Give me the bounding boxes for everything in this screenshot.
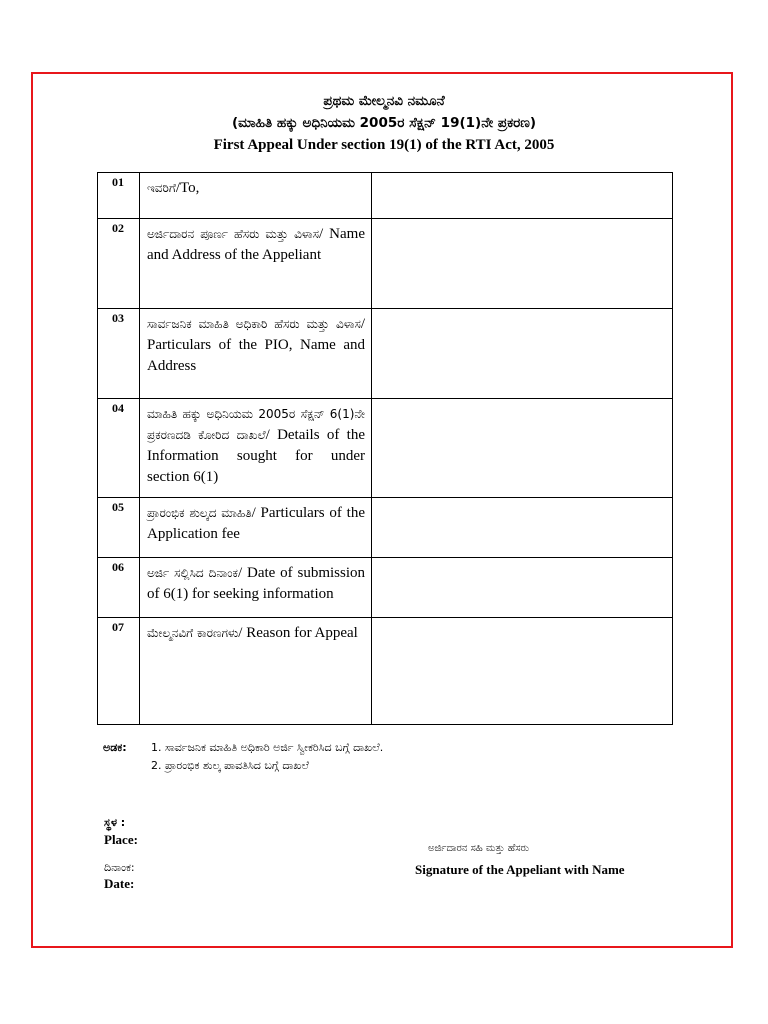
application-fee-field[interactable] (372, 498, 673, 558)
signature-label: Signature of the Appeliant with Name (415, 862, 625, 877)
enclosure-item: 1. ಸಾರ್ವಜನಿಕ ಮಾಹಿತಿ ಅಧಿಕಾರಿ ಅರ್ಜಿ ಸ್ವೀಕರಿಸಿದ ಬಗ್ಗೆ ದಾಖಲೆ. (151, 741, 384, 754)
form-title-english: First Appeal Under section 19(1) of the RTI Act, 2005 (213, 137, 555, 153)
to-field[interactable] (372, 173, 673, 219)
row-number: 05 (98, 498, 140, 558)
row-number: 01 (98, 173, 140, 219)
information-sought-field[interactable] (372, 399, 673, 498)
place-label: Place: (104, 832, 138, 847)
table-row (98, 399, 673, 498)
row-label: ಮೇಲ್ಮನವಿಗೆ ಕಾರಣಗಳು/ Reason for Appeal (140, 618, 372, 725)
row-label: ಪ್ರಾರಂಭಿಕ ಶುಲ್ಕದ ಮಾಹಿತಿ/ Particulars of the Application fee (140, 498, 372, 558)
row-label: ಮಾಹಿತಿ ಹಕ್ಕು ಅಧಿನಿಯಮ 2005ರ ಸೆಕ್ಷನ್ 6(1)ನೇ ಪ್ರಕರಣದಡಿ ಕೋರಿದ ದಾಖಲೆ/ Details of the Information sought for under section 6(1) (140, 399, 372, 498)
row-label: ಅರ್ಜಿದಾರನ ಪೂರ್ಣ ಹೆಸರು ಮತ್ತು ವಿಳಾಸ/ Name and Address of the Appeliant (140, 219, 372, 309)
row-label: ಸಾರ್ವಜನಿಕ ಮಾಹಿತಿ ಅಧಿಕಾರಿ ಹೆಸರು ಮತ್ತು ವಿಳಾಸ/ Particulars of the PIO, Name and Address (140, 309, 372, 399)
row-number: 02 (98, 219, 140, 309)
table-row (98, 309, 673, 399)
place-label-kannada: ಸ್ಥಳ : (104, 816, 126, 829)
row-number: 07 (98, 618, 140, 725)
table-row (98, 618, 673, 725)
submission-date-field[interactable] (372, 558, 673, 618)
row-label: ಇವರಿಗೆ/To, (140, 173, 372, 219)
row-number: 03 (98, 309, 140, 399)
appeal-reason-field[interactable] (372, 618, 673, 725)
appeal-form-table (97, 172, 673, 725)
form-title-kannada: ಪ್ರಥಮ ಮೇಲ್ಮನವಿ ನಮೂನೆ (323, 93, 445, 109)
row-number: 04 (98, 399, 140, 498)
enclosures-note (103, 739, 383, 775)
table-row (98, 498, 673, 558)
table-row (98, 558, 673, 618)
date-label-kannada: ದಿನಾಂಕ: (104, 861, 135, 874)
appellant-name-address-field[interactable] (372, 219, 673, 309)
table-row (98, 173, 673, 219)
row-label: ಅರ್ಜಿ ಸಲ್ಲಿಸಿದ ದಿನಾಂಕ/ Date of submission of 6(1) for seeking information (140, 558, 372, 618)
row-number: 06 (98, 558, 140, 618)
signature-label-kannada: ಅರ್ಜಿದಾರನ ಸಹಿ ಮತ್ತು ಹೆಸರು (428, 843, 529, 854)
table-row (98, 219, 673, 309)
date-label: Date: (104, 876, 135, 891)
pio-particulars-field[interactable] (372, 309, 673, 399)
enclosure-item: 2. ಪ್ರಾರಂಭಿಕ ಶುಲ್ಕ ಪಾವತಿಸಿದ ಬಗ್ಗೆ ದಾಖಲೆ (151, 759, 309, 772)
enclosures-label: ಅಡಕ: (103, 741, 127, 754)
form-subtitle-kannada: (ಮಾಹಿತಿ ಹಕ್ಕು ಅಧಿನಿಯಮ 2005ರ ಸೆಕ್ಷನ್ 19(1)ನೇ ಪ್ರಕರಣ) (231, 115, 537, 131)
